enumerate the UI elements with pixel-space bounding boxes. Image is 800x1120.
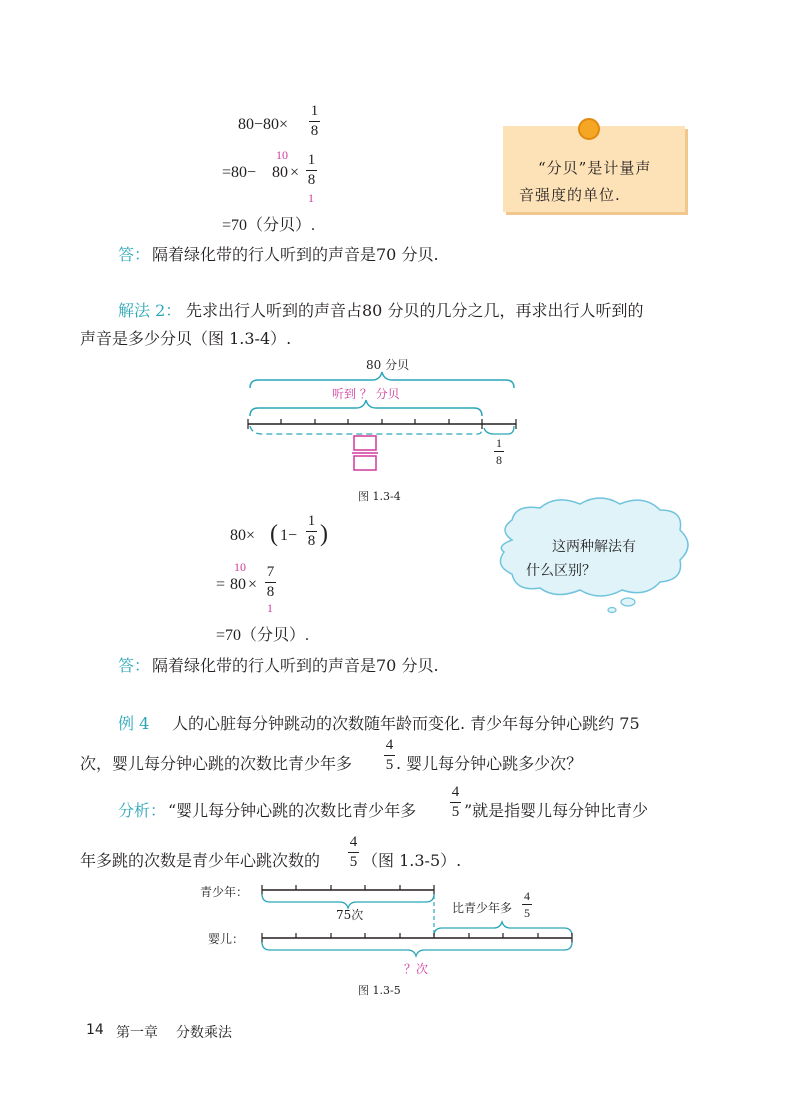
analysis-line1a: “婴儿每分钟心跳的次数比青少年多 xyxy=(168,801,417,820)
fig134-caption: 图 1.3-4 xyxy=(358,490,401,503)
fig135-baby-label: 婴儿： xyxy=(208,932,245,946)
analysis-line2b: （图 1.3-5）. xyxy=(362,851,462,870)
example4-line1: 人的心脏每分钟跳动的次数随年龄而变化. 青少年每分钟心跳约 75 xyxy=(172,714,640,733)
calc2-paren-close: ) xyxy=(320,521,328,547)
answer1-text: 隔着绿化带的行人听到的声音是70 分贝. xyxy=(152,245,439,264)
calc1-times: × xyxy=(290,164,300,181)
calc1-line1: 80−80× xyxy=(238,116,289,133)
fig134-fraction: 1 8 xyxy=(496,436,502,467)
fig135-caption: 图 1.3-5 xyxy=(358,984,401,997)
analysis-fraction-1: 4 5 xyxy=(451,784,460,820)
calc2-cancelled-80: 80 xyxy=(230,576,246,593)
fig135-fraction: 4 5 xyxy=(524,889,530,920)
example4-line2a: 次，婴儿每分钟心跳的次数比青少年多 xyxy=(80,754,353,773)
fig135-teen-label: 青少年： xyxy=(200,885,249,899)
calc1-line2-eq: =80− xyxy=(222,164,257,181)
cancel-bottom-1: 1 xyxy=(308,191,314,205)
method2-line1: 先求出行人听到的声音占80 分贝的几分之几，再求出行人听到的 xyxy=(186,301,644,320)
calc2-line2-eq: = xyxy=(216,576,226,593)
fraction-one-eighth: 1 8 xyxy=(310,103,319,139)
fig135-teen-count: 75次 xyxy=(336,908,364,922)
calc1-line3: =70（分贝）. xyxy=(222,217,316,234)
example4-line2b: . 婴儿每分钟心跳多少次？ xyxy=(396,754,583,773)
fig135-baby-count: ？次 xyxy=(404,962,429,976)
note-text-line1: “分贝”是计量声 xyxy=(538,159,652,177)
calc2-line3: =70（分贝）. xyxy=(216,627,310,644)
answer2-text: 隔着绿化带的行人听到的声音是70 分贝. xyxy=(152,656,439,675)
analysis-label: 分析： xyxy=(118,801,167,820)
fig134-inner-label: 听到 ？ 分贝 xyxy=(332,387,400,401)
calc2-line1: 80× xyxy=(230,527,256,544)
cloud-line2: 什么区别？ xyxy=(526,563,596,579)
fraction-seven-eighths: 7 8 xyxy=(266,564,275,600)
answer1-label: 答： xyxy=(118,245,151,264)
page-number: 14 xyxy=(86,1022,104,1038)
cancel-top-10-b: 10 xyxy=(234,560,246,574)
calc1-cancelled-80: 80 xyxy=(272,164,288,181)
cancel-bottom-1-b: 1 xyxy=(267,601,273,615)
answer2-label: 答： xyxy=(118,656,151,675)
analysis-line1b: ”就是指婴儿每分钟比青少 xyxy=(464,801,649,820)
calc2-paren-open: ( xyxy=(270,521,278,547)
fig134-top-label: 80 分贝 xyxy=(366,358,410,372)
analysis-line2a: 年多跳的次数是青少年心跳次数的 xyxy=(80,851,321,870)
example4-label: 例 4 xyxy=(118,714,150,733)
analysis-fraction-2: 4 5 xyxy=(349,834,358,870)
fraction-one-eighth-2: 1 8 xyxy=(307,152,316,188)
fig135-more-label: 比青少年多 xyxy=(452,901,513,915)
calc2-one-minus: 1− xyxy=(280,527,298,544)
footer-chapter: 第一章 xyxy=(116,1025,158,1041)
method2-label: 解法 2： xyxy=(118,301,182,320)
calc2-times: × xyxy=(248,576,258,593)
fraction-one-eighth-3: 1 8 xyxy=(307,513,316,549)
cancel-top-10: 10 xyxy=(276,148,288,162)
method2-line2: 声音是多少分贝（图 1.3-4）. xyxy=(80,329,292,348)
note-text-line2: 音强度的单位. xyxy=(519,186,621,204)
cloud-line1: 这两种解法有 xyxy=(552,539,636,555)
example4-fraction: 4 5 xyxy=(385,737,394,773)
footer-title: 分数乘法 xyxy=(176,1025,232,1041)
